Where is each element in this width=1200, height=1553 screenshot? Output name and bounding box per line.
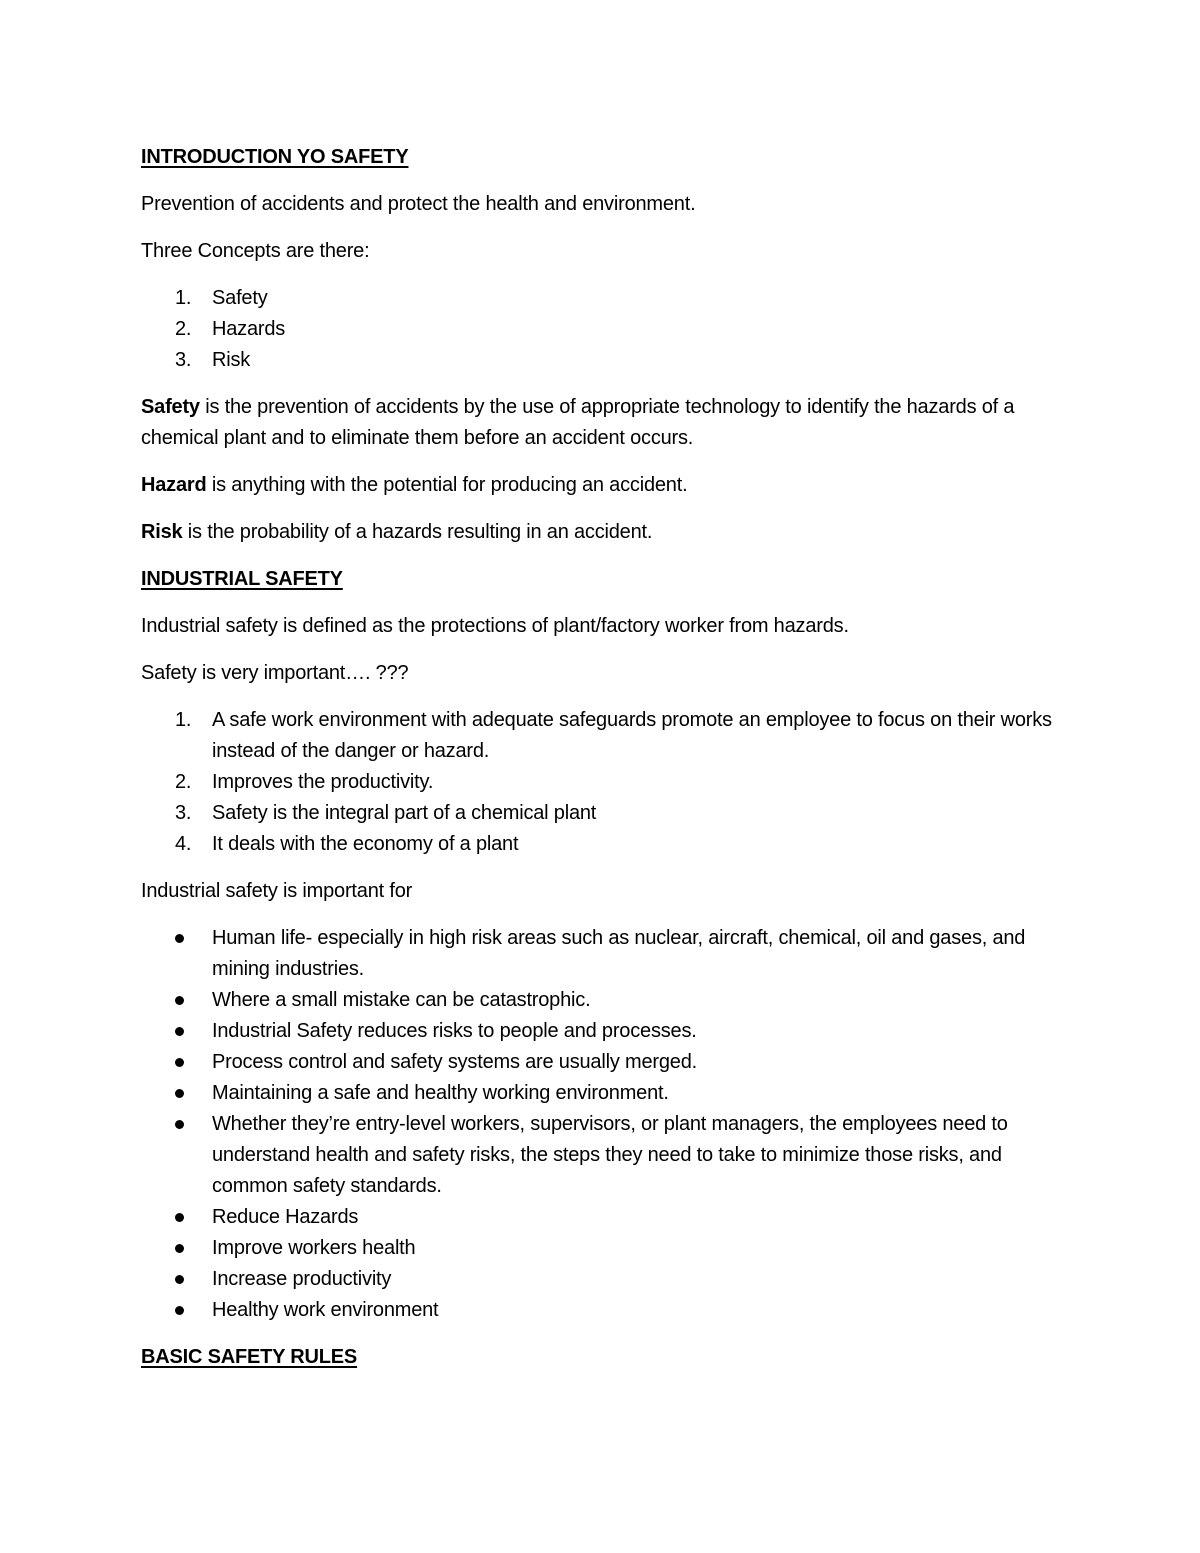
list-item-text: Improves the productivity. [212, 771, 434, 793]
intro-paragraph: Prevention of accidents and protect the health and environment. [141, 193, 696, 215]
list-number: 2. [175, 771, 192, 793]
list-item-text: Where a small mistake can be catastrophic. [212, 989, 591, 1011]
definition-term: Hazard [141, 474, 207, 496]
definition-text: is anything with the potential for producing an accident. [206, 474, 688, 496]
list-item-text: Safety [212, 287, 268, 309]
list-item [141, 1202, 1061, 1233]
bullet-icon [175, 1089, 184, 1098]
list-item [141, 829, 1061, 860]
list-item [141, 767, 1061, 798]
list-item-text: Whether they’re entry-level workers, supervisors, or plant managers, the employees need to understand health and safety risks, the steps they need to take to minimize those risks, and common safety standards. [212, 1113, 1008, 1197]
list-item [141, 1047, 1061, 1078]
list-item-text: Risk [212, 349, 251, 371]
bullet-icon [175, 996, 184, 1005]
concepts-lead: Three Concepts are there: [141, 240, 370, 262]
list-item-text: It deals with the economy of a plant [212, 833, 519, 855]
list-number: 2. [175, 318, 192, 340]
bullet-icon [175, 1058, 184, 1067]
list-item [141, 798, 1061, 829]
list-number: 1. [175, 709, 192, 731]
list-item [141, 923, 1061, 985]
list-item [141, 1233, 1061, 1264]
list-item-text: Hazards [212, 318, 286, 340]
definition-risk [141, 517, 1061, 548]
bullet-icon [175, 1213, 184, 1222]
bullet-icon [175, 934, 184, 943]
industrial-safety-definition: Industrial safety is defined as the protections of plant/factory worker from hazards. [141, 615, 849, 637]
list-item [141, 1295, 1061, 1326]
list-item-text: A safe work environment with adequate safeguards promote an employee to focus on their works instead of the danger or hazard. [212, 709, 1052, 762]
list-item-text: Safety is the integral part of a chemical plant [212, 802, 597, 824]
definition-term: Risk [141, 521, 183, 543]
section-heading-introduction: INTRODUCTION YO SAFETY [141, 146, 409, 168]
bullet-icon [175, 1027, 184, 1036]
list-item [141, 1016, 1061, 1047]
definition-hazard [141, 470, 1061, 501]
list-item-text: Maintaining a safe and healthy working environment. [212, 1082, 669, 1104]
list-item-text: Reduce Hazards [212, 1206, 359, 1228]
bullet-icon [175, 1244, 184, 1253]
definition-safety [141, 392, 1061, 454]
bullet-icon [175, 1275, 184, 1284]
document-body [141, 142, 1061, 1389]
section-heading-basic-safety-rules: BASIC SAFETY RULES [141, 1346, 358, 1368]
list-item-text: Process control and safety systems are usually merged. [212, 1051, 697, 1073]
importance-question: Safety is very important…. ??? [141, 662, 409, 684]
importance-bullet-list [141, 923, 1061, 1326]
list-item [141, 283, 1061, 314]
section-heading-industrial-safety: INDUSTRIAL SAFETY [141, 568, 343, 590]
bullet-icon [175, 1120, 184, 1129]
list-item-text: Increase productivity [212, 1268, 392, 1290]
list-number: 4. [175, 833, 192, 855]
list-number: 3. [175, 802, 192, 824]
list-item [141, 985, 1061, 1016]
list-item-text: Healthy work environment [212, 1299, 439, 1321]
definition-text: is the prevention of accidents by the use of appropriate technology to identify the hazards of a chemical plant and to eliminate them before an accident occurs. [141, 396, 1015, 449]
list-item-text: Industrial Safety reduces risks to people and processes. [212, 1020, 697, 1042]
list-item [141, 1078, 1061, 1109]
importance-lead: Industrial safety is important for [141, 880, 413, 902]
list-item [141, 1109, 1061, 1202]
bullet-icon [175, 1306, 184, 1315]
list-item [141, 1264, 1061, 1295]
definition-text: is the probability of a hazards resulting in an accident. [182, 521, 653, 543]
list-item [141, 705, 1061, 767]
list-item [141, 314, 1061, 345]
list-number: 1. [175, 287, 192, 309]
concepts-list [141, 283, 1061, 376]
definition-term: Safety [141, 396, 200, 418]
list-item [141, 345, 1061, 376]
list-item-text: Human life- especially in high risk areas such as nuclear, aircraft, chemical, oil and gases, and mining industries. [212, 927, 1026, 980]
reasons-list [141, 705, 1061, 860]
list-item-text: Improve workers health [212, 1237, 416, 1259]
list-number: 3. [175, 349, 192, 371]
